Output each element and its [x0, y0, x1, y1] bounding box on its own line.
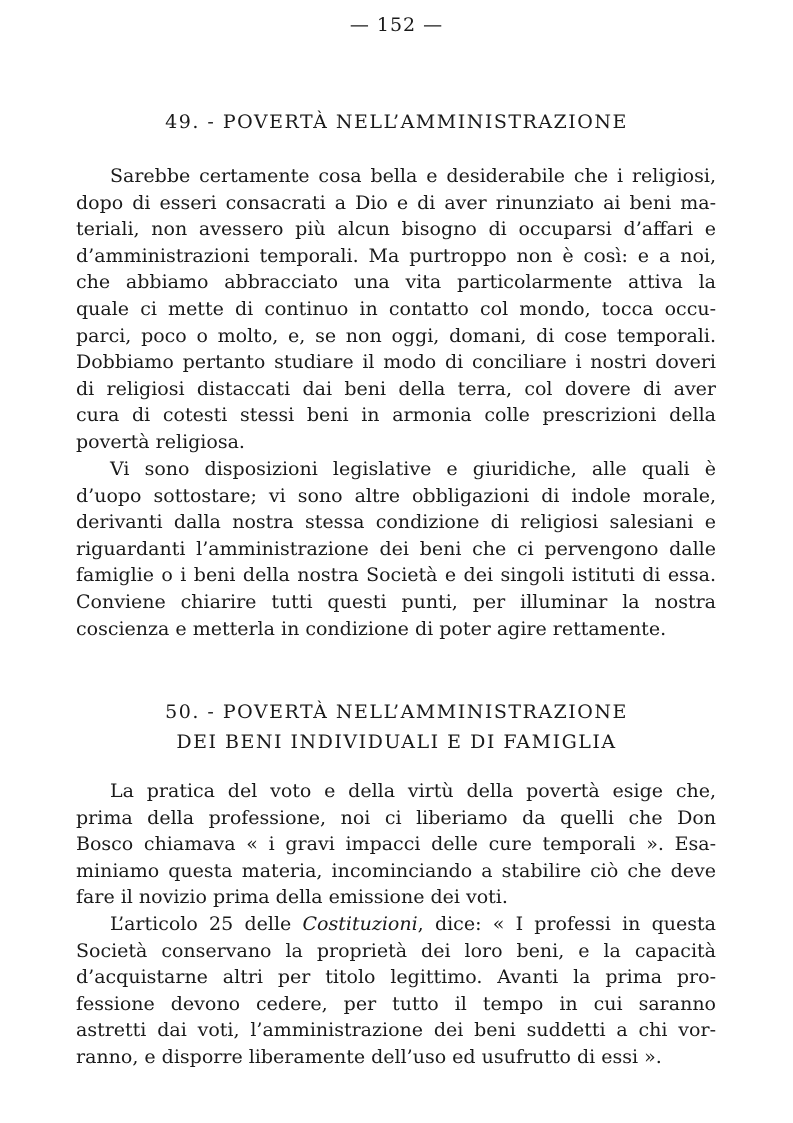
- italic-title: Costituzioni: [302, 913, 418, 935]
- text-line: che abbiamo abbracciato una vita particolarmente attiva la: [76, 271, 716, 294]
- text-line: quale ci mette di continuo in contatto col mondo, tocca occu-: [76, 297, 716, 320]
- heading-line: 50. - POVERTÀ NELL’AMMINISTRAZIONE: [165, 701, 628, 723]
- text-line: coscienza e metterla in condizione di poter agire rettamente.: [76, 617, 667, 640]
- page-number: — 152 —: [349, 14, 444, 36]
- text-line: Vi sono disposizioni legislative e giuridiche, alle quali è: [110, 458, 716, 480]
- section-50-paragraph-1: [76, 778, 716, 911]
- text-line: famiglie o i beni della nostra Società e dei singoli istituti di essa.: [76, 564, 716, 587]
- section-49-paragraph-2: [76, 456, 716, 642]
- section-50-paragraph-2: [76, 911, 716, 1071]
- text-line: astretti dai voti, l’amministrazione dei beni suddetti a chi vor-: [76, 1019, 716, 1042]
- text-line: d’acquistarne altri per titolo legittimo. Avanti la prima pro-: [76, 966, 716, 989]
- text-line: fare il novizio prima della emissione dei voti.: [76, 886, 508, 909]
- text-line: povertà religiosa.: [76, 430, 245, 453]
- text-line: riguardanti l’amministrazione dei beni che ci pervengono dalle: [76, 537, 716, 560]
- text-line: derivanti dalla nostra stessa condizione di religiosi salesiani e: [76, 511, 716, 534]
- text-line: Sarebbe certamente cosa bella e desiderabile che i religiosi,: [110, 165, 716, 187]
- section-49-paragraph-1: [76, 163, 716, 456]
- text-line: ranno, e disporre liberamente dell’uso ed usufrutto di essi ».: [76, 1045, 662, 1068]
- text-line: Bosco chiamava « i gravi impacci delle cure temporali ». Esa-: [76, 833, 716, 856]
- text-line: fessione devono cedere, per tutto il tempo in cui saranno: [76, 992, 716, 1015]
- text-line: La pratica del voto e della virtù della povertà esige che,: [110, 780, 716, 802]
- text-line: di religiosi distaccati dai beni della terra, col dovere di aver: [76, 377, 716, 400]
- text-line: prima della professione, noi ci liberiamo da quelli che Don: [76, 806, 716, 829]
- heading-line: DEI BENI INDIVIDUALI E DI FAMIGLIA: [176, 731, 617, 753]
- text-line: dopo di esseri consacrati a Dio e di aver rinunziato ai beni ma-: [76, 191, 716, 214]
- section-50-heading: [0, 697, 793, 757]
- text-line: d’amministrazioni temporali. Ma purtroppo non è così: e a noi,: [76, 244, 716, 267]
- section-49-heading: [0, 107, 793, 137]
- text-line: cura di cotesti stessi beni in armonia colle prescrizioni della: [76, 404, 716, 427]
- heading-line: 49. - POVERTÀ NELL’AMMINISTRAZIONE: [165, 111, 628, 133]
- text-line: Società conservano la proprietà dei loro beni, e la capacità: [76, 939, 716, 962]
- text-line: d’uopo sottostare; vi sono altre obbligazioni di indole morale,: [76, 484, 716, 507]
- text-line: Dobbiamo pertanto studiare il modo di conciliare i nostri doveri: [76, 351, 716, 374]
- text-line: miniamo questa materia, incominciando a stabilire ciò che deve: [76, 859, 716, 882]
- text-line: teriali, non avessero più alcun bisogno di occuparsi d’affari e: [76, 218, 716, 241]
- text-line: parci, poco o molto, e, se non oggi, domani, di cose temporali.: [76, 324, 716, 347]
- text-line: L’articolo 25 delle Costituzioni, dice: « I professi in questa: [110, 913, 716, 935]
- text-line: Conviene chiarire tutti questi punti, per illuminar la nostra: [76, 590, 716, 613]
